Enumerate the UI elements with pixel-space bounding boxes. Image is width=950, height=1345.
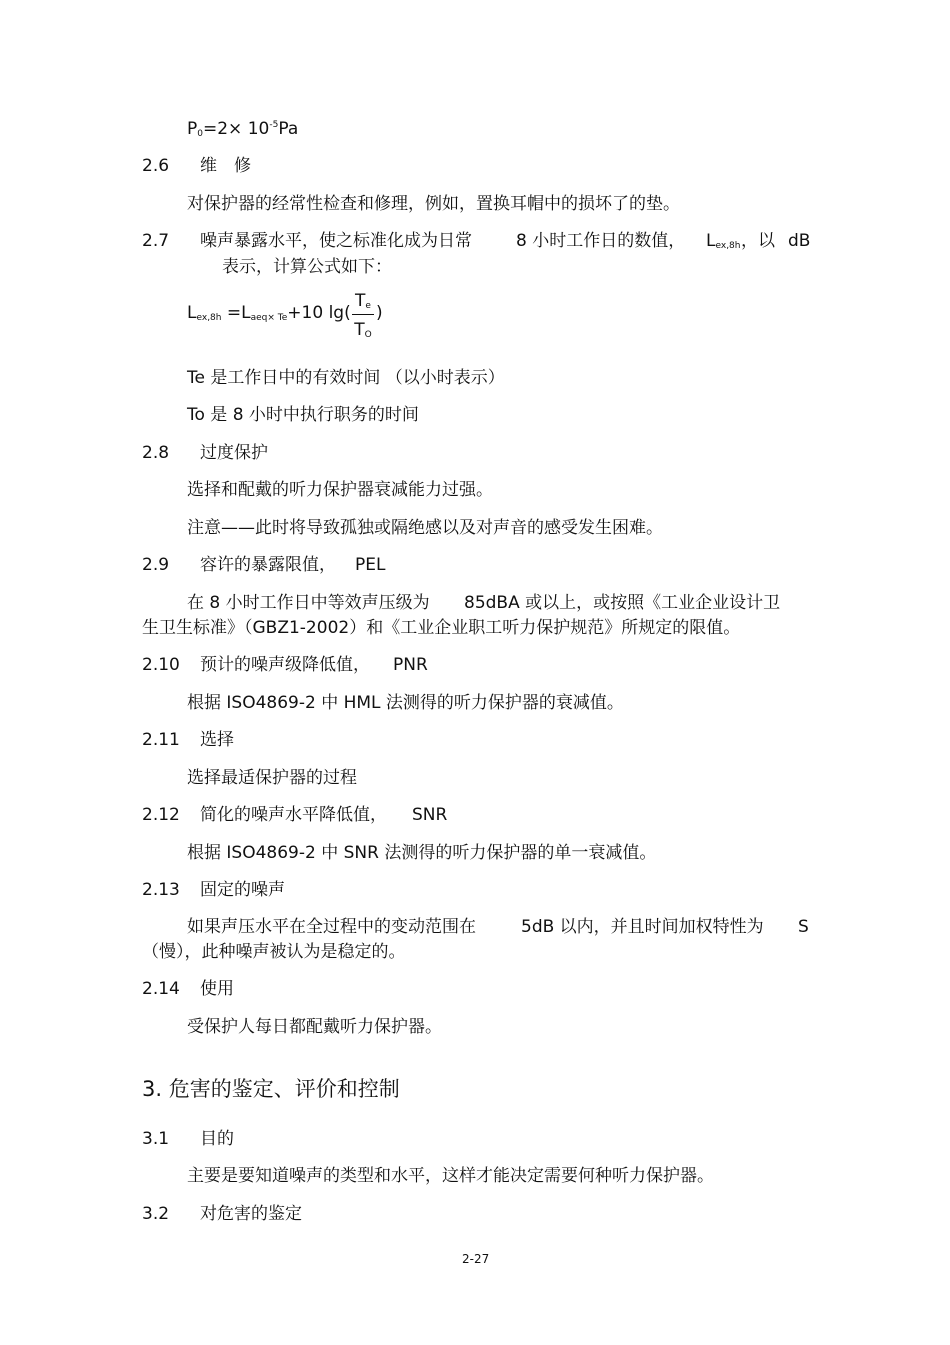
- section-note: 注意——此时将导致孤独或隔绝感以及对声音的感受发生困难。: [187, 518, 663, 538]
- section-body-cont: 生卫生标准》（GBZ1-2002）和《工业企业职工听力保护规范》所规定的限值。: [142, 618, 741, 638]
- section-number: 2.8: [142, 443, 170, 463]
- section-body: 在 8 小时工作日中等效声压级为: [187, 593, 430, 613]
- section-title: 对危害的鉴定: [200, 1204, 302, 1224]
- section-number: 2.13: [142, 880, 180, 900]
- section-number: 2.10: [142, 655, 180, 675]
- section-number: 2.7: [142, 231, 170, 251]
- fraction-line: [352, 314, 374, 315]
- section-body-part: 5dB 以内，并且时间加权特性为: [521, 917, 764, 937]
- section-title-part: ，以: [741, 231, 775, 251]
- formula-p0-unit: Pa: [278, 119, 299, 139]
- section-title: 目的: [200, 1129, 234, 1149]
- fraction-denominator: $T_O$: [354, 320, 372, 340]
- section-number: 3.2: [142, 1204, 170, 1224]
- section-abbr: PNR: [393, 655, 428, 675]
- unit-db: dB: [788, 231, 811, 251]
- section-body: 选择最适保护器的过程: [187, 768, 357, 788]
- to-definition: To 是 8 小时中执行职务的时间: [187, 405, 419, 425]
- section-title: 选择: [200, 730, 234, 750]
- section-abbr: SNR: [412, 805, 448, 825]
- section-title: 维 修: [200, 156, 251, 176]
- formula-lex: $L_{ex,8h} =L_{aeq\times Te}+10$ lg(: [187, 303, 351, 323]
- formula-p0-sub: 0: [197, 129, 203, 139]
- formula-close-paren: ): [376, 303, 383, 323]
- section-title: 噪声暴露水平，使之标准化成为日常: [200, 231, 472, 251]
- section-number: 2.12: [142, 805, 180, 825]
- section-body: 根据 ISO4869-2 中 SNR 法测得的听力保护器的单一衰减值。: [187, 843, 657, 863]
- te-definition: Te 是工作日中的有效时间 （以小时表示）: [187, 368, 505, 388]
- section-number: 2.14: [142, 979, 180, 999]
- fraction-numerator: $T_e$: [355, 291, 371, 311]
- formula-p0-value: =2× 10: [203, 119, 270, 139]
- section-number: 2.11: [142, 730, 180, 750]
- section-title: 容许的暴露限值，: [200, 555, 336, 575]
- formula-p0-exponent: -5: [269, 120, 279, 130]
- section-body-part: S: [798, 917, 809, 937]
- section-body: 如果声压水平在全过程中的变动范围在: [187, 917, 476, 937]
- section-title: 使用: [200, 979, 234, 999]
- section-number: 3.1: [142, 1129, 170, 1149]
- section-number: 2.6: [142, 156, 170, 176]
- section-title: 固定的噪声: [200, 880, 285, 900]
- chapter-heading: 3. 危害的鉴定、评价和控制: [142, 1077, 400, 1101]
- section-title-part: 8 小时工作日的数值，: [516, 231, 686, 251]
- formula-p0-symbol: P: [187, 119, 198, 139]
- section-body: 选择和配戴的听力保护器衰减能力过强。: [187, 480, 493, 500]
- section-body: 根据 ISO4869-2 中 HML 法测得的听力保护器的衰减值。: [187, 693, 624, 713]
- section-body: 对保护器的经常性检查和修理，例如，置换耳帽中的损坏了的垫。: [187, 194, 680, 214]
- lex-symbol: $L_{ex,8h}$: [706, 231, 741, 251]
- formula-p0: [187, 121, 298, 139]
- section-body-part: 85dBA 或以上，或按照《工业企业设计卫: [464, 593, 781, 613]
- section-body-cont: （慢），此种噪声被认为是稳定的。: [142, 942, 406, 962]
- page-number: 2-27: [462, 1252, 490, 1266]
- section-body: 主要是要知道噪声的类型和水平，这样才能决定需要何种听力保护器。: [187, 1166, 714, 1186]
- section-abbr: PEL: [355, 555, 386, 575]
- section-body: 受保护人每日都配戴听力保护器。: [187, 1017, 442, 1037]
- section-number: 2.9: [142, 555, 170, 575]
- section-title: 简化的噪声水平降低值，: [200, 805, 387, 825]
- section-title: 预计的噪声级降低值，: [200, 655, 370, 675]
- section-title: 过度保护: [200, 443, 268, 463]
- section-title-cont: 表示，计算公式如下：: [222, 257, 392, 277]
